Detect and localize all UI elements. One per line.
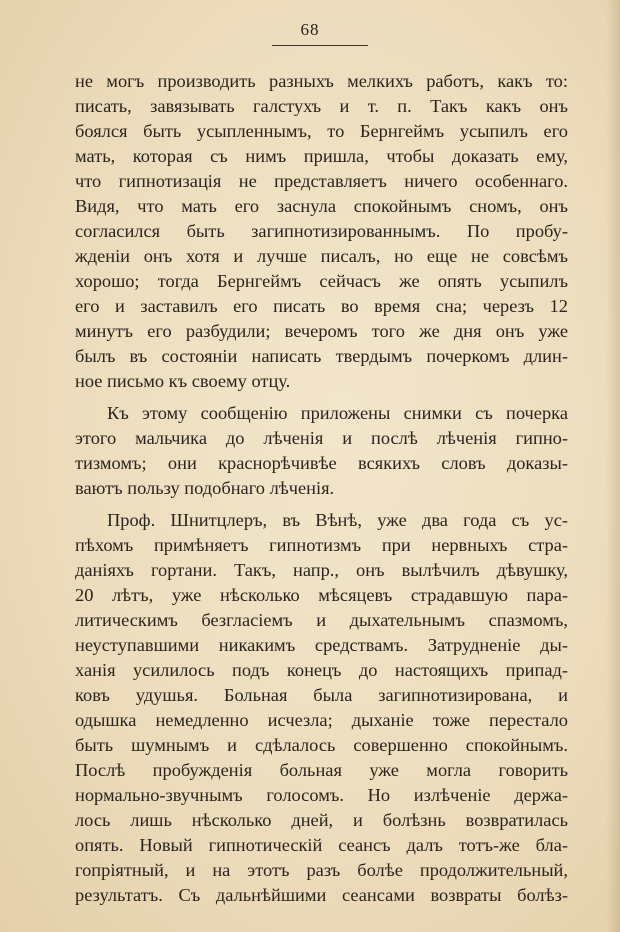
text-line: ное письмо къ своему отцу. bbox=[75, 371, 291, 391]
text-line: былъ въ состояніи написать твердымъ почеркомъ длин- bbox=[75, 346, 568, 366]
text-line: Видя, что мать его заснула спокойнымъ сномъ, онъ bbox=[75, 196, 568, 216]
text-line: литическимъ безгласіемъ и дыхательнымъ спазмомъ, bbox=[75, 610, 568, 630]
text-line: нормально-звучнымъ голосомъ. Но излѣченіе держа- bbox=[75, 785, 568, 805]
text-line: согласился быть загипнотизированнымъ. По пробу- bbox=[75, 221, 568, 241]
text-line: 20 лѣтъ, уже нѣсколько мѣсяцевъ страдавшую пара- bbox=[75, 585, 568, 605]
paragraph bbox=[75, 508, 568, 908]
text-line: жденіи онъ хотя и лучше писалъ, но еще не совсѣмъ bbox=[75, 246, 568, 266]
text-line: даніяхъ гортани. Такъ, напр., онъ вылѣчилъ дѣвушку, bbox=[75, 560, 568, 580]
text-line: лось лишь нѣсколько дней, и болѣзнь возвратилась bbox=[75, 810, 568, 830]
page-number: 68 bbox=[300, 20, 320, 39]
text-line: ковъ удушья. Больная была загипнотизирована, и bbox=[75, 685, 568, 705]
text-line: писать, завязывать галстухъ и т. п. Такъ какъ онъ bbox=[75, 96, 568, 116]
text-line: одышка немедленно исчезла; дыханіе тоже перестало bbox=[75, 710, 568, 730]
text-line: его и заставилъ его писать во время сна; черезъ 12 bbox=[75, 296, 568, 316]
body-text bbox=[75, 69, 568, 908]
paragraph bbox=[75, 69, 568, 394]
text-line: минутъ его разбудили; вечеромъ того же дня онъ уже bbox=[75, 321, 568, 341]
page-edge-shadow bbox=[606, 0, 620, 932]
paragraph-gap bbox=[75, 394, 568, 401]
text-line: Проф. Шнитцлеръ, въ Вѣнѣ, уже два года съ ус- bbox=[107, 510, 568, 530]
text-line: боялся быть усыпленнымъ, то Бернгеймъ усыпилъ его bbox=[75, 121, 568, 141]
text-line: этого мальчика до лѣченія и послѣ лѣченія гипно- bbox=[75, 428, 568, 448]
paragraph bbox=[75, 401, 568, 501]
text-line: ханія усилилось подъ конецъ до настоящихъ припад- bbox=[75, 660, 568, 680]
text-line: Къ этому сообщенію приложены снимки съ почерка bbox=[107, 403, 568, 423]
text-line: тизмомъ; они краснорѣчивѣе всякихъ словъ доказы- bbox=[75, 453, 568, 473]
text-line: что гипнотизація не представляетъ ничего особеннаго. bbox=[75, 171, 568, 191]
text-line: мать, которая съ нимъ пришла, чтобы доказать ему, bbox=[75, 146, 568, 166]
text-line: Послѣ пробужденія больная уже могла говорить bbox=[75, 760, 568, 780]
text-line: опять. Новый гипнотическій сеансъ далъ тотъ-же бла- bbox=[75, 835, 568, 855]
text-line: быть шумнымъ и сдѣлалось совершенно спокойнымъ. bbox=[75, 735, 568, 755]
text-line: пѣхомъ примѣняетъ гипнотизмъ при нервныхъ стра- bbox=[75, 535, 568, 555]
paragraph-gap bbox=[75, 501, 568, 508]
text-line: гопріятный, и на этотъ разъ болѣе продолжительный, bbox=[75, 860, 568, 880]
header-rule bbox=[272, 45, 368, 46]
text-line: хорошо; тогда Бернгеймъ сейчасъ же опять усыпилъ bbox=[75, 271, 568, 291]
text-line: результатъ. Съ дальнѣйшими сеансами возвраты болѣз- bbox=[75, 885, 568, 905]
text-line: неуступавшими никакимъ средствамъ. Затрудненіе ды- bbox=[75, 635, 568, 655]
text-line: ваютъ пользу подобнаго лѣченія. bbox=[75, 478, 335, 498]
text-line: не могъ производить разныхъ мелкихъ работъ, какъ то: bbox=[75, 71, 568, 91]
